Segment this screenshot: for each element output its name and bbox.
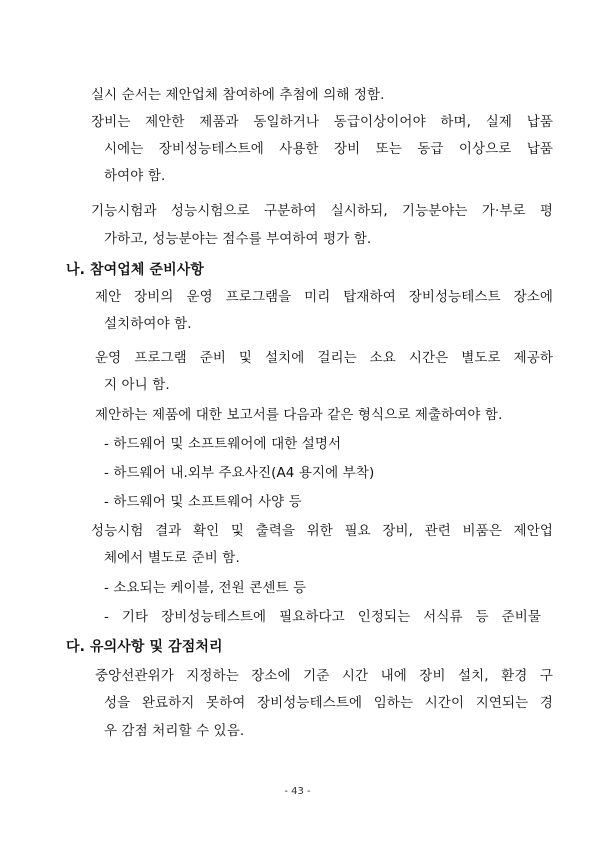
paragraph-line: 중앙선관위가 지정하는 장소에 기준 시간 내에 장비 설치, 환경 구 — [95, 668, 553, 684]
paragraph-line: 우 감점 처리할 수 있음. — [104, 723, 245, 739]
paragraph-line: 제안하는 제품에 대한 보고서를 다음과 같은 형식으로 제출하여야 함. — [95, 407, 503, 423]
section-heading: 나. 참여업체 준비사항 — [66, 262, 204, 278]
list-item: - 기타 장비성능테스트에 필요하다고 인정되는 서식류 등 준비물 — [104, 609, 541, 625]
paragraph-line: 장비는 제안한 제품과 동일하거나 동급이상이어야 하며, 실제 납품 — [91, 114, 553, 130]
paragraph-line: 성을 완료하지 못하여 장비성능테스트에 임하는 시간이 지연되는 경 — [104, 695, 553, 711]
list-item: - 하드웨어 내.외부 주요사진(A4 용지에 부착) — [104, 465, 375, 481]
list-item: - 하드웨어 및 소프트웨어에 대한 설명서 — [104, 436, 342, 452]
paragraph-line: 가하고, 성능분야는 점수를 부여하여 평가 함. — [104, 231, 372, 247]
paragraph-line: 성능시험 결과 확인 및 출력을 위한 필요 장비, 관련 비품은 제안업 — [91, 523, 553, 539]
paragraph-line: 운영 프로그램 준비 및 설치에 걸리는 소요 시간은 별도로 제공하 — [95, 350, 553, 366]
paragraph-line: 시에는 장비성능테스트에 사용한 장비 또는 동급 이상으로 납품 — [104, 141, 553, 157]
list-item: - 소요되는 케이블, 전원 콘센트 등 — [104, 580, 307, 596]
paragraph-line: 체에서 별도로 준비 함. — [104, 550, 240, 566]
page-number: - 43 - — [284, 786, 311, 797]
paragraph-line: 하여야 함. — [104, 168, 166, 184]
paragraph-line: 설치하여야 함. — [104, 316, 192, 332]
paragraph-line: 실시 순서는 제안업체 참여하에 추첨에 의해 정함. — [91, 87, 385, 103]
section-heading: 다. 유의사항 및 감점처리 — [66, 639, 223, 655]
paragraph-line: 지 아니 함. — [104, 377, 170, 393]
paragraph-line: 기능시험과 성능시험으로 구분하여 실시하되, 기능분야는 가·부로 평 — [91, 203, 553, 219]
paragraph-line: 제안 장비의 운영 프로그램을 미리 탑재하여 장비성능테스트 장소에 — [95, 289, 553, 305]
list-item: - 하드웨어 및 소프트웨어 사양 등 — [104, 494, 302, 510]
